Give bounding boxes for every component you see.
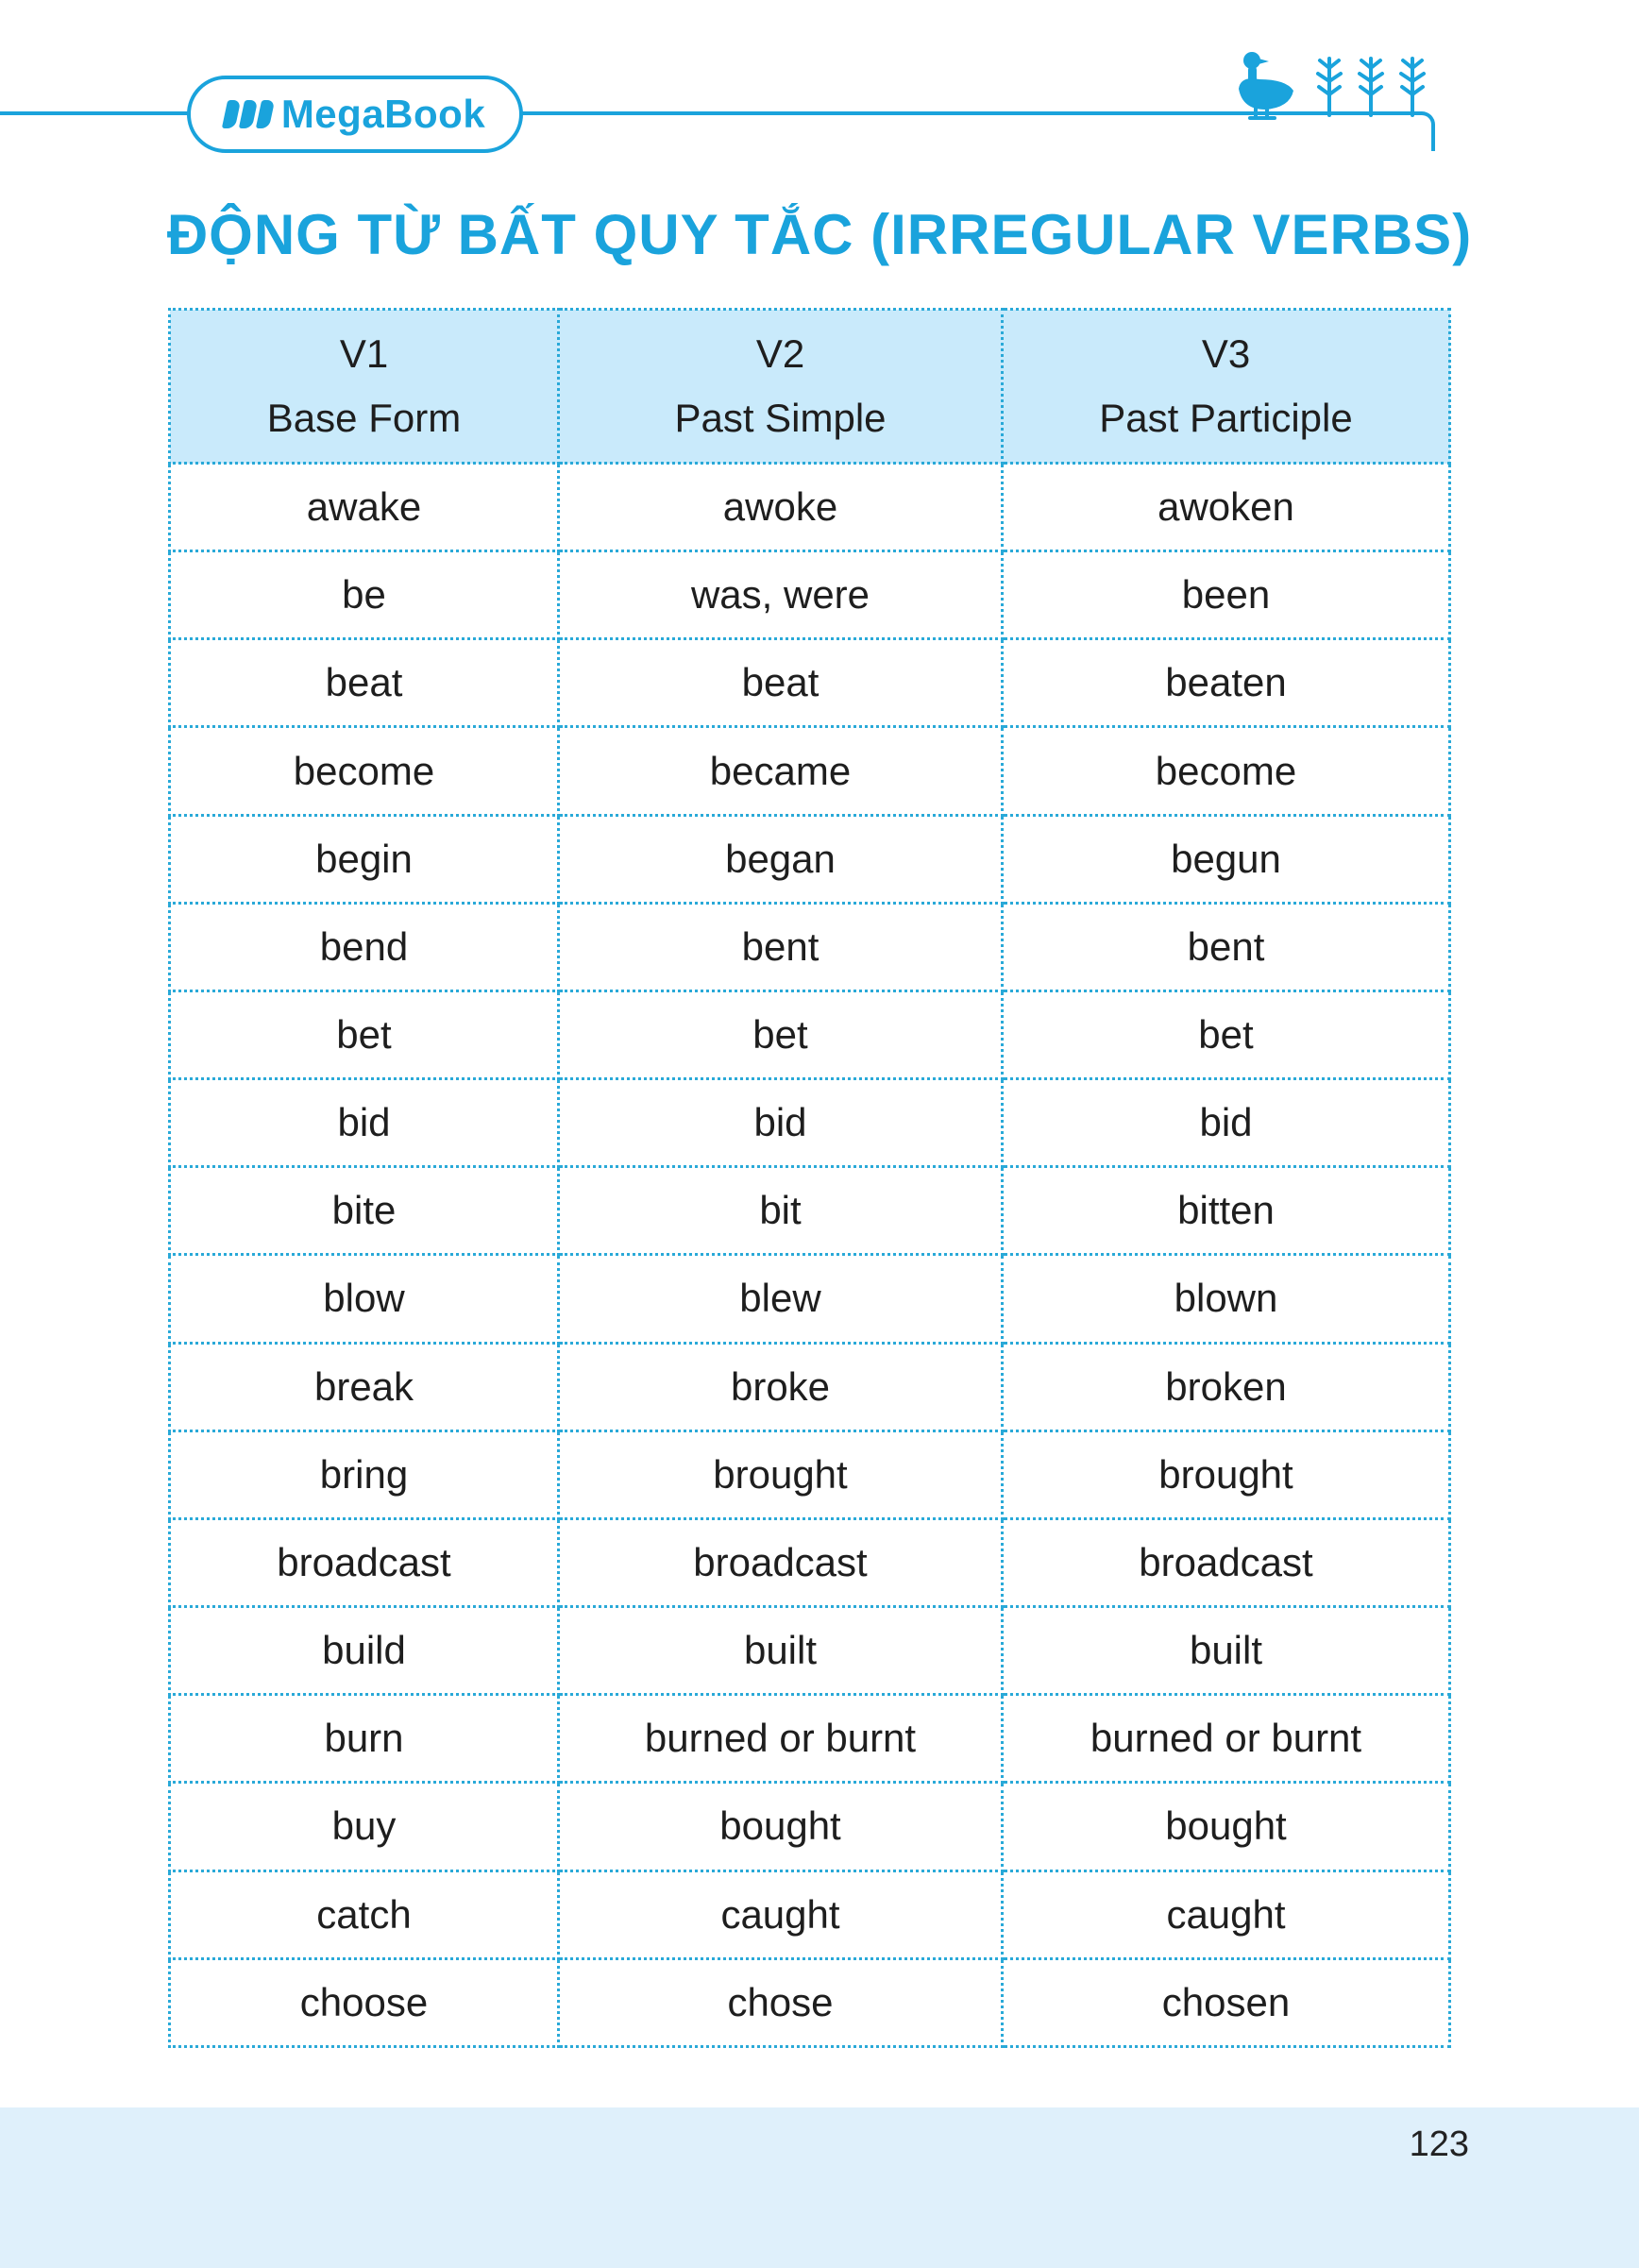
- cell-v2: bent: [559, 903, 1003, 990]
- table-row: [170, 1079, 1450, 1167]
- table-row: [170, 1167, 1450, 1255]
- cell-v2: brought: [559, 1430, 1003, 1518]
- cell-v2: bought: [559, 1783, 1003, 1870]
- cell-v3: broken: [1003, 1343, 1450, 1430]
- cell-v3: been: [1003, 551, 1450, 639]
- cell-v2: became: [559, 727, 1003, 815]
- cell-v3: bitten: [1003, 1167, 1450, 1255]
- cell-v2: broadcast: [559, 1518, 1003, 1606]
- irregular-verbs-table: [168, 308, 1451, 2048]
- column-header-label: Past Simple: [674, 396, 887, 440]
- table-row: [170, 1870, 1450, 1958]
- cell-v3: bet: [1003, 990, 1450, 1078]
- cell-v3: beaten: [1003, 639, 1450, 727]
- table-row: [170, 1783, 1450, 1870]
- table-row: [170, 1518, 1450, 1606]
- cell-v3: burned or burnt: [1003, 1695, 1450, 1783]
- cell-v2: burned or burnt: [559, 1695, 1003, 1783]
- cell-v2: was, were: [559, 551, 1003, 639]
- cell-v1: bite: [170, 1167, 559, 1255]
- cell-v2: bid: [559, 1079, 1003, 1167]
- duck-and-plants-icon: [1227, 47, 1454, 123]
- cell-v2: blew: [559, 1255, 1003, 1343]
- table-row: [170, 815, 1450, 903]
- cell-v1: bring: [170, 1430, 559, 1518]
- cell-v3: blown: [1003, 1255, 1450, 1343]
- table-row: [170, 903, 1450, 990]
- table-row: [170, 1255, 1450, 1343]
- page-title: ĐỘNG TỪ BẤT QUY TẮC (IRREGULAR VERBS): [166, 203, 1473, 266]
- page-number: 123: [1409, 2124, 1469, 2164]
- table-row: [170, 1430, 1450, 1518]
- cell-v1: buy: [170, 1783, 559, 1870]
- cell-v3: bid: [1003, 1079, 1450, 1167]
- cell-v1: begin: [170, 815, 559, 903]
- cell-v1: become: [170, 727, 559, 815]
- cell-v2: caught: [559, 1870, 1003, 1958]
- cell-v2: chose: [559, 1958, 1003, 2046]
- cell-v3: awoken: [1003, 464, 1450, 551]
- cell-v1: bid: [170, 1079, 559, 1167]
- cell-v1: break: [170, 1343, 559, 1430]
- cell-v2: began: [559, 815, 1003, 903]
- cell-v1: be: [170, 551, 559, 639]
- table-row: [170, 727, 1450, 815]
- cell-v2: bit: [559, 1167, 1003, 1255]
- column-header-v1: [170, 310, 559, 464]
- cell-v3: bought: [1003, 1783, 1450, 1870]
- megabook-logo: [187, 76, 523, 153]
- table-row: [170, 464, 1450, 551]
- column-header-label: Base Form: [266, 396, 462, 440]
- logo-text: MegaBook: [280, 92, 486, 136]
- cell-v3: broadcast: [1003, 1518, 1450, 1606]
- table-row: [170, 639, 1450, 727]
- cell-v1: choose: [170, 1958, 559, 2046]
- column-header-code: V2: [755, 331, 805, 376]
- page-footer-band: [0, 2107, 1639, 2268]
- cell-v1: awake: [170, 464, 559, 551]
- column-header-code: V1: [339, 331, 389, 376]
- table-row: [170, 1958, 1450, 2046]
- cell-v2: beat: [559, 639, 1003, 727]
- table-row: [170, 990, 1450, 1078]
- cell-v1: bend: [170, 903, 559, 990]
- cell-v3: bent: [1003, 903, 1450, 990]
- header-rule-left: [0, 111, 189, 115]
- cell-v1: bet: [170, 990, 559, 1078]
- cell-v1: catch: [170, 1870, 559, 1958]
- table-row: [170, 1607, 1450, 1695]
- cell-v1: burn: [170, 1695, 559, 1783]
- cell-v1: beat: [170, 639, 559, 727]
- column-header-v3: [1003, 310, 1450, 464]
- cell-v3: become: [1003, 727, 1450, 815]
- cell-v1: broadcast: [170, 1518, 559, 1606]
- cell-v2: awoke: [559, 464, 1003, 551]
- cell-v3: built: [1003, 1607, 1450, 1695]
- column-header-v2: [559, 310, 1003, 464]
- table-row: [170, 1343, 1450, 1430]
- cell-v3: begun: [1003, 815, 1450, 903]
- logo-mark-icon: [225, 100, 272, 128]
- table-header-row: [170, 310, 1450, 464]
- cell-v3: caught: [1003, 1870, 1450, 1958]
- column-header-label: Past Participle: [1099, 396, 1353, 440]
- column-header-code: V3: [1201, 331, 1251, 376]
- cell-v1: build: [170, 1607, 559, 1695]
- cell-v2: built: [559, 1607, 1003, 1695]
- cell-v2: bet: [559, 990, 1003, 1078]
- table-row: [170, 551, 1450, 639]
- table-row: [170, 1695, 1450, 1783]
- cell-v3: brought: [1003, 1430, 1450, 1518]
- cell-v2: broke: [559, 1343, 1003, 1430]
- cell-v3: chosen: [1003, 1958, 1450, 2046]
- cell-v1: blow: [170, 1255, 559, 1343]
